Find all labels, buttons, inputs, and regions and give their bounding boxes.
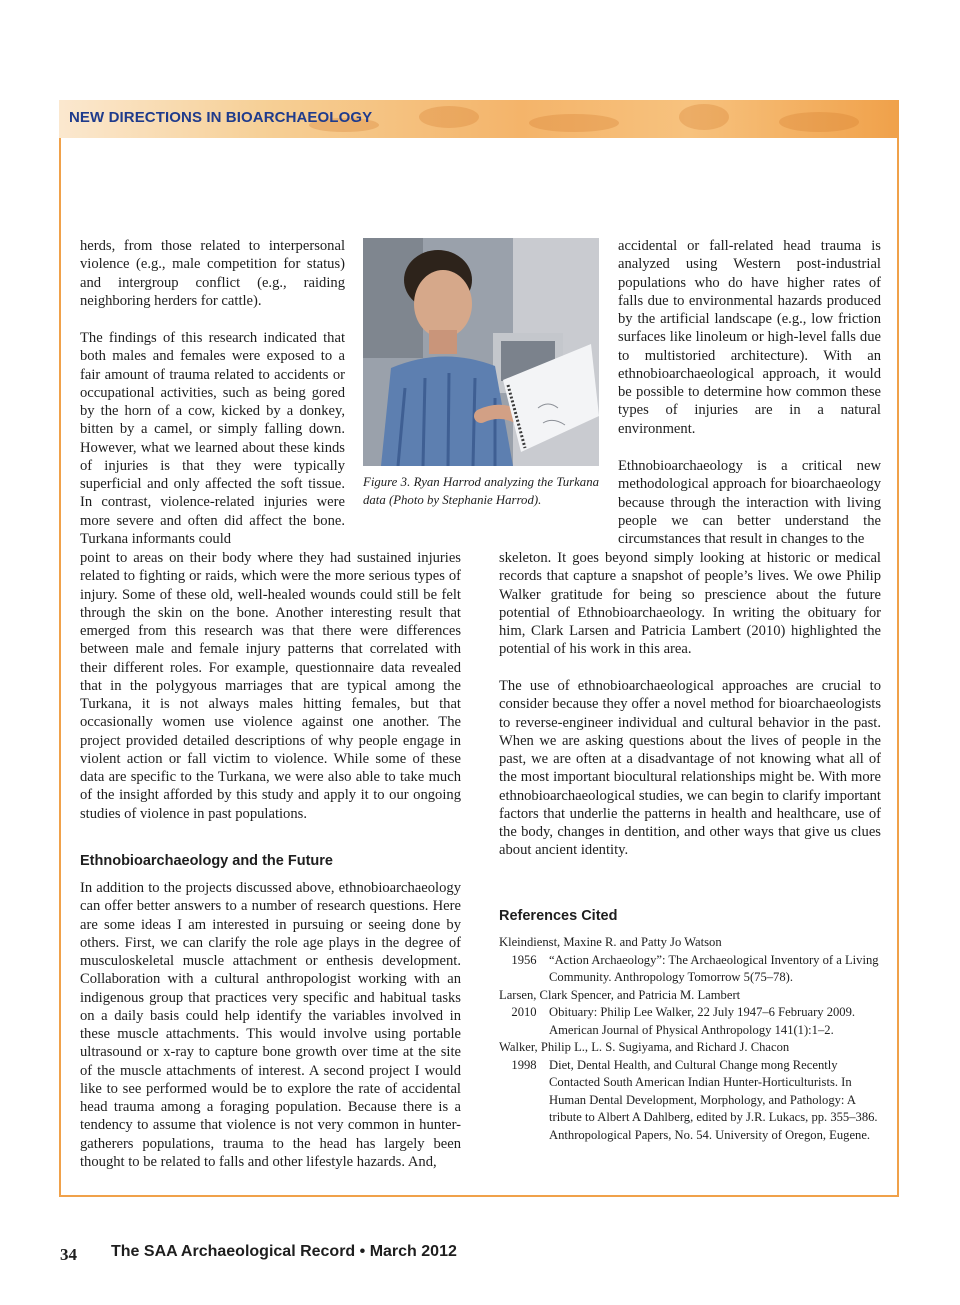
reference-year: 1998	[511, 1057, 537, 1072]
reference-text: Diet, Dental Health, and Cultural Change mong Recently Contacted South American Indian Hunter-Horticulturists. In Human Dental Development, Morphology, and Pathology: A tribute to Albert A Dahlberg, edited by J.R. Lukacs, pp. 355–386. Anthropological Papers, No. 54. University of Oregon, Eugene.	[549, 1057, 878, 1142]
section-heading: Ethnobioarchaeology and the Future	[80, 853, 333, 869]
left-paragraph-2-full: point to areas on their body where they had sustained injuries related to fighting or raids, which were the more serious types of injury. Some of these old, well-healed wounds could still be felt through the skin on the bone. Another interesting result that emerged from this research was that there were differences between male and female injury patterns that correlated with their different roles. For example, questionnaire data revealed that in the polygyous marriages that are typical among the Turkana, it is not always males hitting females, but that occasionally women use violence against one another. The project provided detailed descriptions of why people engage in violent action or fall victim to violence. While some of these data are specific to the Turkana, we were also able to take much of the insight afforded by this study and apply it to our ongoing studies of violence in past populations.	[80, 550, 461, 822]
left-paragraph-3: In addition to the projects discussed above, ethnobioarchaeology can offer better answers to a number of research questions. Here are some ideas I am interested in pursuing or seeing done by others. First, we can clarify the role age plays in the degree of musculoskeletal muscle attachment or enthesis development. Collaboration with a cultural anthropologist working with an indigenous group that practices very specific and habitual tasks on a daily basis could help identify the variables involved in these muscle attachments. This would involve using portable ultrasound or x-ray to capture bone growth over time at the site of the muscle attachments of interest. A second project I would like to see performed would be to explore the rate of accidental head trauma among a foraging population. Because there is a tendency to assume that violence is not very common in hunter-gatherers populations, trauma to the head has largely been thought to be related to falls and other lifestyle hazards. And,	[80, 880, 461, 1170]
right-paragraph-2-full: skeleton. It goes beyond simply looking at historic or medical records that capture a snapshot of people’s lives. We owe Philip Walker gratitude for being so prescience about the future potential of Ethnobioarchaeology. In writing the obituary for him, Clark Larsen and Patricia Lambert (2010) highlighted the potential of his work in this area.	[499, 550, 881, 658]
journal-title: The SAA Archaeological Record • March 2012	[111, 1243, 457, 1260]
reference-text: Obituary: Philip Lee Walker, 22 July 1947–6 February 2009. American Journal of Physical Anthropology 141(1):1–2.	[549, 1005, 856, 1037]
references-list	[499, 934, 881, 1144]
right-paragraph-3: The use of ethnobioarchaeological approaches are crucial to consider because they offer a novel method for bioarchaeologists to reverse-engineer individual and cultural behavior in the past. When we are asking questions about the lives of people in the past, we are often at a disadvantage of not knowing what all of the most important biocultural relationships might be. With more ethnobioarchaeological studies, we can begin to clarify important factors that underlie the patterns in health and healthcare, use of the body, changes in dentition, and other ways that give us clues about ancient identity.	[499, 678, 881, 859]
figure-caption: Figure 3. Ryan Harrod analyzing the Turkana data (Photo by Stephanie Harrod).	[363, 475, 599, 507]
reference-entry	[499, 1057, 881, 1145]
section-title: NEW DIRECTIONS IN BIOARCHAEOLOGY	[69, 109, 373, 126]
figure-photo	[363, 238, 599, 466]
reference-year: 1956	[511, 952, 537, 967]
reference-author: Walker, Philip L., L. S. Sugiyama, and Richard J. Chacon	[499, 1040, 790, 1054]
page-number: 34	[60, 1245, 77, 1264]
left-paragraph-1: herds, from those related to interpersonal violence (e.g., male competition for status) and intergroup conflict (e.g., raiding neighboring herders for cattle).	[80, 238, 345, 309]
references-heading: References Cited	[499, 908, 618, 924]
reference-entry	[499, 1004, 881, 1039]
reference-author: Kleindienst, Maxine R. and Patty Jo Watson	[499, 935, 722, 949]
reference-entry	[499, 952, 881, 987]
left-paragraph-2-wrap: The findings of this research indicated that both males and females were exposed to a fair amount of trauma related to accidents or occupational activities, such as being gored by the horn of a cow, kicked by a donkey, bitten by a camel, or simply falling down. However, what we learned about these kinds of injuries is that they were typically superficial and only affected the soft tissue. In contrast, violence-related injuries were more severe and often did affect the bone. Turkana informants could	[80, 330, 345, 547]
reference-author: Larsen, Clark Spencer, and Patricia M. Lambert	[499, 987, 741, 1002]
reference-year: 2010	[511, 1005, 537, 1019]
section-banner	[59, 100, 899, 138]
right-paragraph-2-wrap: Ethnobioarchaeology is a critical new methodological approach for bioarchaeology because through the interaction with living people we can better understand the circumstances that result in changes to the	[618, 458, 881, 547]
reference-text: “Action Archaeology”: The Archaeological Inventory of a Living Community. Anthropology Tomorrow 5(75–78).	[549, 952, 879, 984]
right-paragraph-1: accidental or fall-related head trauma is analyzed using Western post-industrial populations who do have higher rates of falls due to environmental hazards produced by the artificial landscape (e.g., low friction surfaces like linoleum or high-level falls due to multistoried architecture). With an ethnobioarchaeological approach, it would be possible to determine how common these types of injuries are in a natural environment.	[618, 238, 881, 437]
